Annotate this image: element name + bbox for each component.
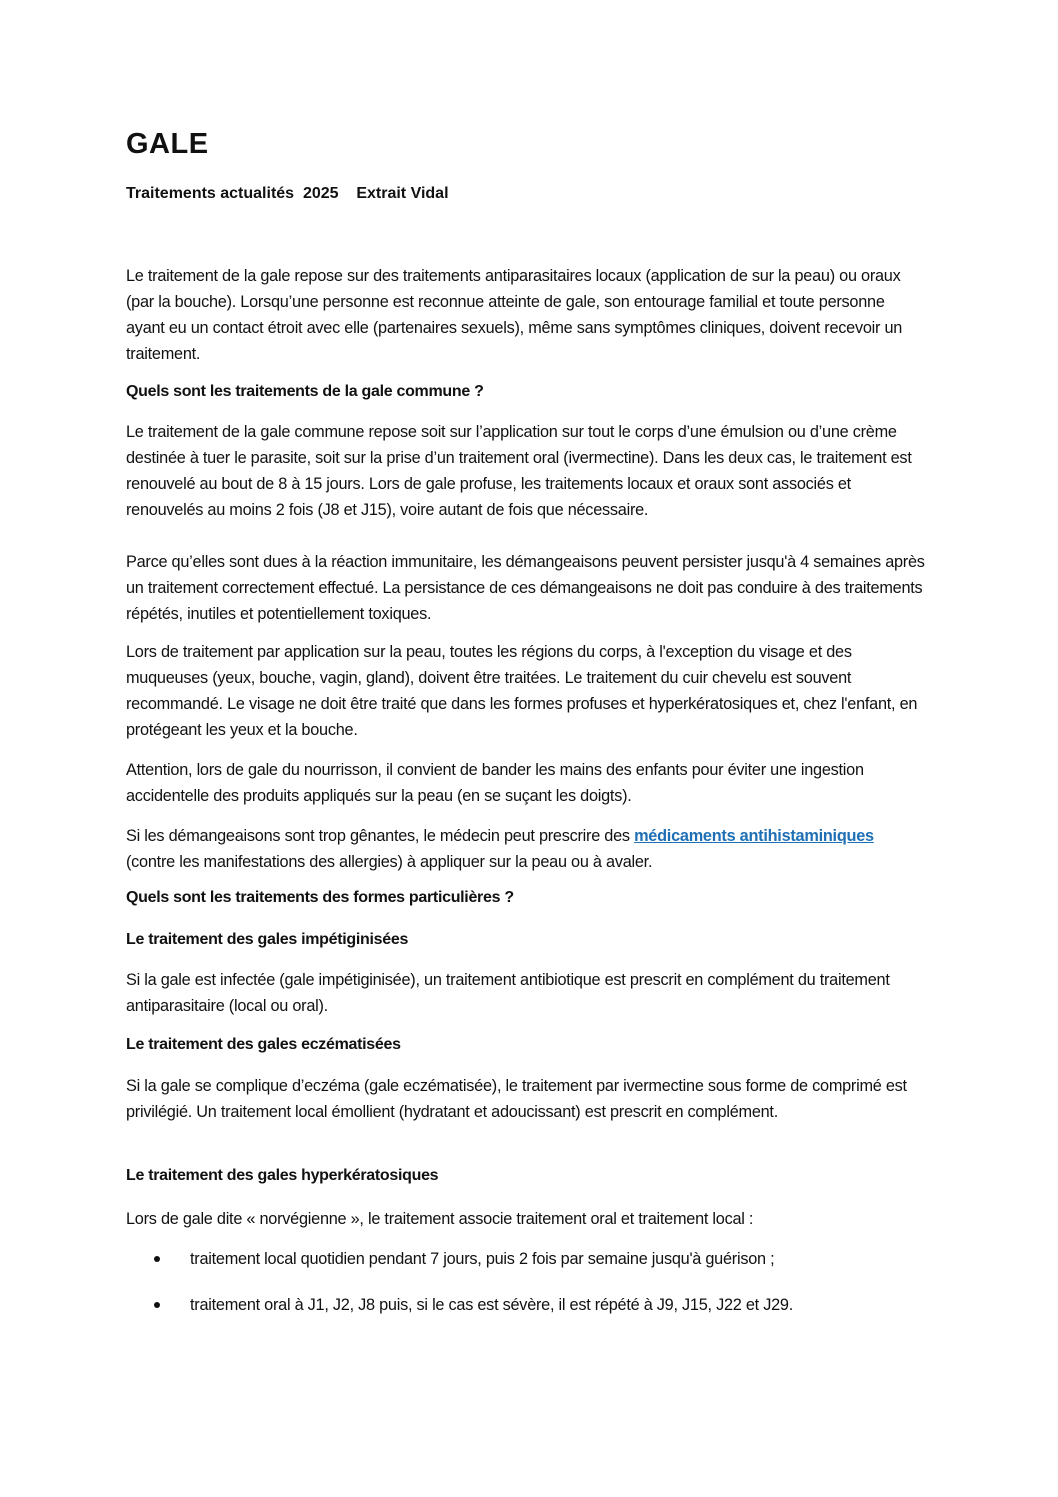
section-heading-gale-commune: Quels sont les traitements de la gale commune ? xyxy=(126,383,484,400)
paragraph-impetiginisees: Si la gale est infectée (gale impétiginisée), un traitement antibiotique est prescrit en complément du traitement antiparasitaire (local ou oral). xyxy=(126,971,890,1015)
document-title: GALE xyxy=(126,128,209,160)
paragraph-itching-persistence: Parce qu’elles sont dues à la réaction immunitaire, les démangeaisons peuvent persister jusqu'à 4 semaines après un traitement correctement effectué. La persistance de ces démangeaisons ne doit pas conduire à des traitements répétés, inutiles et potentiellement toxiques. xyxy=(126,553,925,623)
paragraph-hyperkeratosiques: Lors de gale dite « norvégienne », le traitement associe traitement oral et traitement local : xyxy=(126,1210,754,1228)
paragraph-skin-application: Lors de traitement par application sur la peau, toutes les régions du corps, à l'exception du visage et des muqueuses (yeux, bouche, vagin, gland), doivent être traitées. Le traitement du cuir chevelu est souvent recommandé. Le visage ne doit être traité que dans les formes profuses et hyperkératosiques et, chez l'enfant, en protégeant les yeux et la bouche. xyxy=(126,643,918,739)
subheading-impetiginisees: Le traitement des gales impétiginisées xyxy=(126,931,409,948)
antihistamines-text-before: Si les démangeaisons sont trop gênantes, le médecin peut prescrire des xyxy=(126,827,635,845)
treatment-bullet-list xyxy=(126,1246,926,1338)
section-heading-formes-particulieres: Quels sont les traitements des formes particulières ? xyxy=(126,889,514,906)
bullet-icon xyxy=(154,1302,160,1308)
document-subtitle: Traitements actualités 2025 Extrait Vidal xyxy=(126,185,449,202)
paragraph-eczematisees: Si la gale se complique d’eczéma (gale eczématisée), le traitement par ivermectine sous forme de comprimé est privilégié. Un traitement local émollient (hydratant et adoucissant) est prescrit en complément. xyxy=(126,1077,907,1121)
list-item-text: traitement oral à J1, J2, J8 puis, si le cas est sévère, il est répété à J9, J15, J22 et J29. xyxy=(190,1296,793,1314)
subheading-eczematisees: Le traitement des gales eczématisées xyxy=(126,1036,401,1053)
bullet-icon xyxy=(154,1256,160,1262)
subheading-hyperkeratosiques: Le traitement des gales hyperkératosiques xyxy=(126,1167,439,1184)
antihistamines-link[interactable]: médicaments antihistaminiques xyxy=(634,827,874,845)
paragraph-gale-commune-treatment: Le traitement de la gale commune repose soit sur l’application sur tout le corps d’une émulsion ou d’une crème destinée à tuer le parasite, soit sur la prise d’un traitement oral (ivermectine). Dans les deux cas, le traitement est renouvelé au bout de 8 à 15 jours. Lors de gale profuse, les traitements locaux et oraux sont associés et renouvelés au moins 2 fois (J8 et J15), voire autant de fois que nécessaire. xyxy=(126,423,912,519)
list-item xyxy=(126,1292,926,1338)
intro-paragraph: Le traitement de la gale repose sur des traitements antiparasitaires locaux (application de sur la peau) ou oraux (par la bouche). Lorsqu’une personne est reconnue atteinte de gale, son entourage familial et toute personne ayant eu un contact étroit avec elle (partenaires sexuels), même sans symptômes cliniques, doivent recevoir un traitement. xyxy=(126,267,903,363)
list-item xyxy=(126,1246,926,1292)
paragraph-antihistamines xyxy=(126,823,926,875)
paragraph-infant-warning: Attention, lors de gale du nourrisson, il convient de bander les mains des enfants pour éviter une ingestion accidentelle des produits appliqués sur la peau (en se suçant les doigts). xyxy=(126,761,864,805)
antihistamines-text-after: (contre les manifestations des allergies) à appliquer sur la peau ou à avaler. xyxy=(126,853,653,871)
list-item-text: traitement local quotidien pendant 7 jours, puis 2 fois par semaine jusqu'à guérison ; xyxy=(190,1250,775,1268)
